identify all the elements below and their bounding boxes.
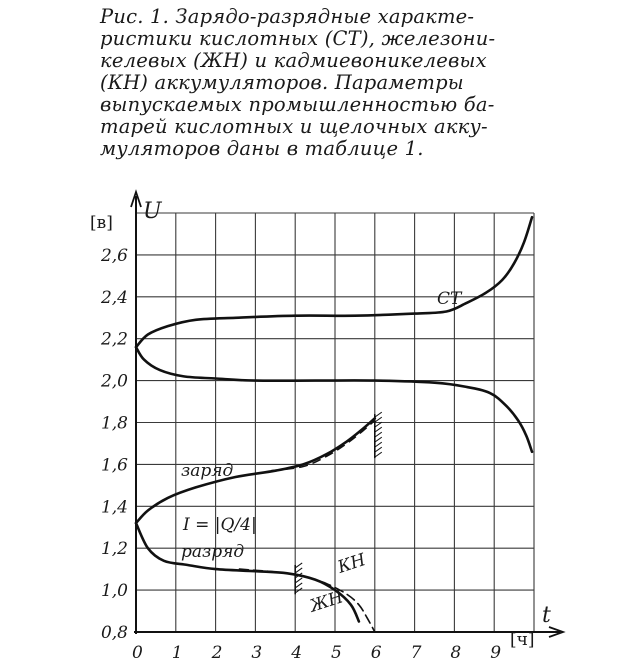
x-axis-unit: [ч] [510, 630, 535, 650]
y-tick-label: 2,6 [100, 245, 128, 266]
caption-line: тарей кислотных и щелочных акку- [100, 115, 488, 138]
y-axis-label: U [143, 199, 162, 224]
y-tick-label: 1,8 [100, 413, 128, 434]
label-charge: заряд [181, 461, 234, 481]
y-tick-label: 2,2 [100, 329, 128, 350]
x-axis-label: t [542, 603, 551, 628]
hatch-tick [375, 452, 382, 457]
caption-line: келевых (ЖН) и кадмиевоникелевых [100, 49, 487, 72]
y-tick-label: 1,2 [100, 539, 128, 560]
hatch-tick [375, 447, 382, 452]
label-zhn: ЖН [307, 587, 346, 617]
series-line-1 [136, 347, 532, 452]
caption-line: (КН) аккумуляторов. Параметры [100, 71, 464, 94]
x-tick-label: 2 [211, 643, 223, 663]
hatch-tick [375, 412, 382, 417]
hatch-tick [375, 442, 382, 447]
series-line-4 [240, 569, 375, 632]
x-tick-label: 0 [132, 643, 143, 663]
x-tick-label: 3 [251, 643, 263, 663]
hatch-tick [375, 437, 382, 442]
series-line-kn-charge [271, 420, 375, 470]
caption-line: муляторов даны в таблице 1. [100, 137, 424, 160]
label-st: СТ [437, 289, 462, 309]
caption-line: Рис. 1. Зарядо-разрядные характе- [100, 5, 475, 28]
hatch-tick [295, 583, 302, 588]
x-tick-label: 1 [171, 643, 183, 663]
x-tick-label: 7 [410, 643, 422, 663]
x-tick-label: 6 [370, 643, 382, 663]
label-kn: КН [335, 550, 369, 578]
caption-line: выпускаемых промышленностью ба- [100, 93, 495, 116]
y-tick-label: 2,0 [100, 371, 128, 392]
label-current: I = |Q/4| [183, 515, 257, 535]
chart-grid [136, 213, 534, 632]
hatch-tick [295, 578, 302, 583]
hatch-tick [295, 568, 302, 573]
label-discharge: разряд [181, 542, 245, 562]
chart-series [136, 217, 532, 632]
x-tick-label: 9 [490, 643, 502, 663]
hatch-tick [375, 432, 382, 437]
y-tick-label: 1,6 [100, 455, 128, 476]
x-tick-label: 5 [331, 643, 342, 663]
y-tick-label: 1,0 [100, 581, 128, 602]
hatch-tick [375, 427, 382, 432]
y-tick-label: 1,4 [100, 497, 128, 518]
y-tick-label: 2,4 [100, 287, 128, 308]
y-axis-unit: [в] [90, 213, 113, 233]
caption-line: ристики кислотных (СТ), железони- [100, 27, 496, 50]
y-tick-label: 0,8 [100, 623, 128, 643]
x-tick-label: 4 [291, 643, 303, 663]
hatch-tick [295, 563, 302, 568]
x-tick-label: 8 [450, 643, 462, 663]
series-line-0 [136, 217, 532, 347]
